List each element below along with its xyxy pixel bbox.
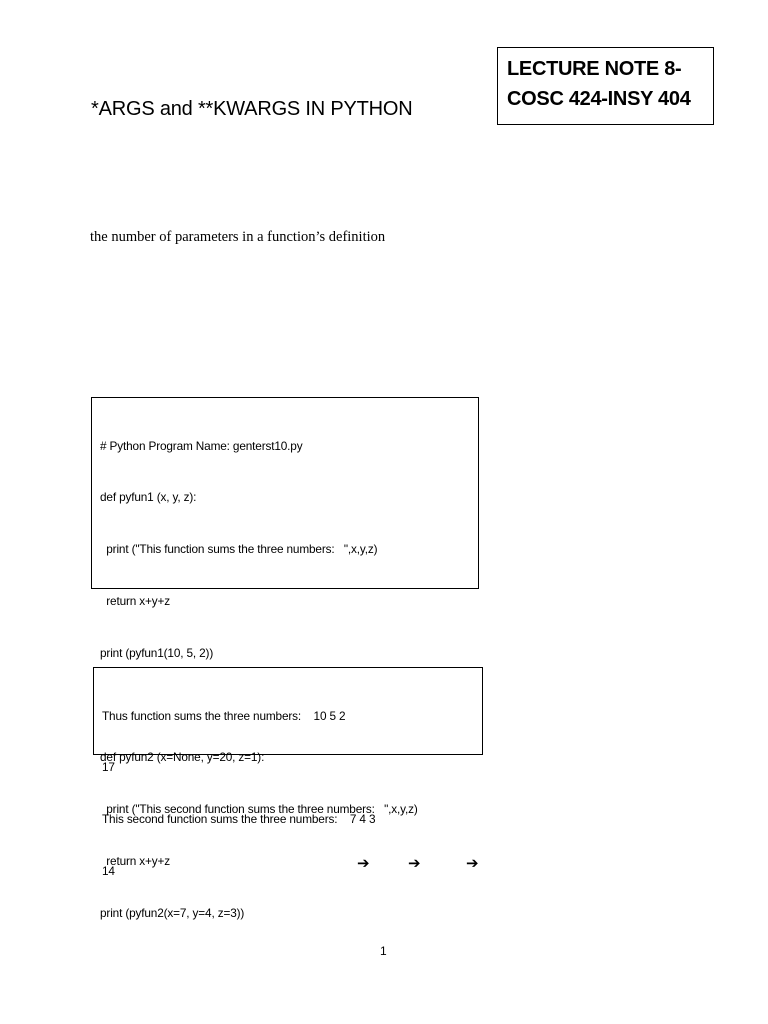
- lecture-note-line-1: LECTURE NOTE 8-: [507, 58, 682, 80]
- code-line: def pyfun2 (x=None, y=20, z=1):: [100, 749, 265, 764]
- code-line: return x+y+z: [100, 853, 171, 868]
- page-number: 1: [380, 944, 387, 958]
- output-line: Thus function sums the three numbers: 10 5 2: [102, 708, 346, 723]
- intro-paragraph: the number of parameters in a function’s definition: [90, 229, 386, 245]
- right-arrow-icon: ➔: [466, 854, 479, 872]
- right-arrow-icon: ➔: [408, 854, 421, 872]
- lecture-note-line-2: COSC 424-INSY 404: [507, 88, 691, 110]
- code-line: print ("This second function sums the three numbers: ",x,y,z): [100, 801, 418, 816]
- page-title: *ARGS and **KWARGS IN PYTHON: [91, 98, 413, 120]
- code-line: def pyfun1 (x, y, z):: [100, 490, 197, 505]
- code-line: print ("This function sums the three numbers: ",x,y,z): [100, 542, 378, 557]
- lecture-note-box: [497, 47, 714, 125]
- output-line: 17: [102, 760, 115, 775]
- code-line: print (pyfun2(x=7, y=4, z=3)): [100, 905, 245, 920]
- code-line: print (pyfun1(10, 5, 2)): [100, 646, 214, 661]
- output-line: 14: [102, 864, 115, 879]
- right-arrow-icon: ➔: [357, 854, 370, 872]
- code-line: return x+y+z: [100, 594, 171, 609]
- output-line: This second function sums the three numbers: 7 4 3: [102, 812, 376, 827]
- code-line: # Python Program Name: genterst10.py: [100, 438, 303, 453]
